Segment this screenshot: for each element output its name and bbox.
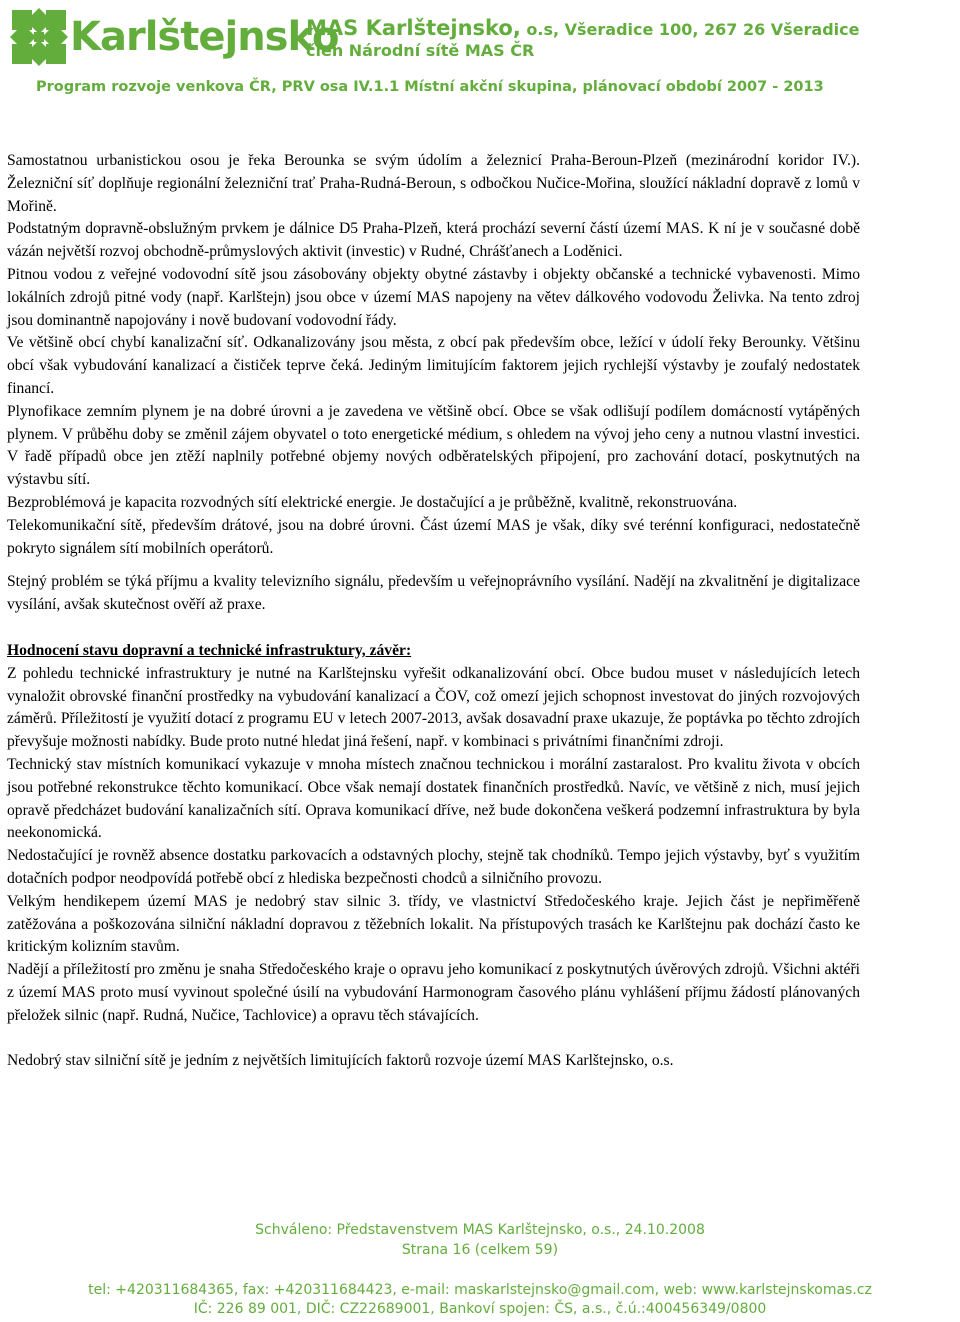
logo: [8, 6, 339, 68]
paragraph: Z pohledu technické infrastruktury je nutné na Karlštejnsku vyřešit odkanalizování obcí. Obce budou muset v následujících letech vynaložit obrovské finanční prostředky na vybudování kanalizací a ČOV, což omezí jejich schopnost investovat do jiných rozvojových záměrů. Příležitostí je využití dotací z programu EU v letech 2007-2013, avšak dosavadní praxe ukazuje, že poptávka po těchto zdrojích převyšuje možnosti nabídky. Bude proto nutné hledat jiná řešení, např. v kombinaci s privátními finančními zdroji.: [7, 664, 860, 751]
footer-approval: Schváleno: Představenstvem MAS Karlštejnsko, o.s., 24.10.2008: [255, 1222, 705, 1238]
paragraph: Plynofikace zemním plynem je na dobré úrovni a je zavedena ve většině obcí. Obce se však odlišují podílem domácností vytápěných plynem. V průběhu doby se změnil zájem obyvatel o toto energetické médium, s ohledem na vývoj jeho ceny a nutnou vlastní investici. V řadě případů obce jen ztěží naplnily potřebné objemy nových odběratelských připojení, pro zachování dotací, poskytnutých na výstavbu sítí.: [7, 402, 860, 489]
mas-address: o.s, Všeradice 100, 267 26 Všeradice: [520, 20, 860, 39]
paragraph: Pitnou vodou z veřejné vodovodní sítě jsou zásobovány objekty obytné zástavby i objekty občanské a technické vybavenosti. Mimo lokálních zdrojů pitné vody (např. Karlštejn) jsou obce v území MAS napojeny na větev dálkového vodovodu Želivka. Na tento zdroj jsou dominantně napojovány i nově budovaní vodovodní řády.: [7, 265, 860, 329]
cross-square-icon: [8, 6, 70, 68]
paragraph: Stejný problém se týká příjmu a kvality televizního signálu, především u veřejnoprávního vysílání. Nadějí na zkvalitnění je digitalizace vysílání, avšak skutečnost ověří až praxe.: [7, 573, 860, 614]
document-body: [7, 150, 860, 1073]
paragraph: Nedostačující je rovněž absence dostatku parkovacích a odstavných plochy, stejně tak chodníků. Tempo jejich výstavby, byť s využitím dotačních podpor neodpovídá potřebě obcí z hlediska bezpečnosti chodců a silničního provozu.: [7, 847, 860, 887]
paragraph: Podstatným dopravně-obslužným prvkem je dálnice D5 Praha-Plzeň, která prochází severní částí území MAS. K ní je v současné době vázán největší rozvoj obchodně-průmyslových aktivit (investic) v Rudné, Chrášťanech a Loděnici.: [7, 220, 860, 261]
section-heading: Hodnocení stavu dopravní a technické infrastruktury, závěr:: [7, 641, 412, 659]
program-line: Program rozvoje venkova ČR, PRV osa IV.1.1 Místní akční skupina, plánovací období 2007 - 2013: [36, 79, 824, 95]
paragraph: Technický stav místních komunikací vykazuje v mnoha místech značnou technickou i morální zastaralost. Pro kvalitu života v obcích jsou potřebné rekonstrukce těchto komunikací. Obce však nemají dostatek finančních prostředků. Navíc, ve většině z nich, musí jejich opravě předcházet budování kanalizačních sítí. Oprava komunikací dříve, než bude dokončena veškerá podzemní infrastruktura by byla neekonomická.: [7, 755, 860, 842]
footer-ids: IČ: 226 89 001, DIČ: CZ22689001, Bankoví spojen: ČS, a.s., č.ú.:400456349/0800: [193, 1301, 767, 1317]
page-header: [0, 0, 960, 112]
paragraph: Nadějí a příležitostí pro změnu je snaha Středočeského kraje o opravu jeho komunikací z poskytnutých úvěrových zdrojů. Všichni aktéři z území MAS proto musí vyvinout společné úsilí na vybudování Harmonogram časového plánu vyhlášení příjmu žádostí plánovaných přeložek silnic (např. Rudná, Nučice, Tachlovice) a opravu těch stávajících.: [7, 961, 860, 1024]
paragraph: Samostatnou urbanistickou osou je řeka Berounka se svým údolím a železnicí Praha-Beroun-Plzeň (mezinárodní koridor IV.). Železniční síť doplňuje regionální železniční trať Praha-Rudná-Beroun, s odbočkou Nučice-Mořina, sloužící nákladní dopravě z lomů v Mořině.: [7, 152, 860, 215]
mas-name: MAS Karlštejnsko,: [306, 16, 521, 40]
mas-title: [306, 16, 860, 40]
logo-text: Karlštejnsko: [70, 14, 339, 60]
paragraph: Telekomunikační sítě, především drátové, jsou na dobré úrovni. Část území MAS je však, díky své terénní konfiguraci, nedostatečně pokryto signálem sítí mobilních operátorů.: [7, 516, 860, 557]
paragraph: Ve většině obcí chybí kanalizační síť. Odkanalizovány jsou města, z obcí pak především obce, ležící v údolí řeky Berounky. Většinu obcí však vybudování kanalizací a čističek teprve čeká. Jediným limitujícím faktorem jejich rychlejší výstavby je zoufalý nedostatek financí.: [7, 334, 860, 397]
footer-page-number: Strana 16 (celkem 59): [401, 1242, 559, 1258]
mas-membership: člen Národní sítě MAS ČR: [306, 41, 535, 60]
paragraph: Velkým hendikepem území MAS je nedobrý stav silnic 3. třídy, ve vlastnictví Středočeského kraje. Jejich část je nepřiměřeně zatěžována a poškozována silniční nákladní dopravou z těžebních lokalit. Na přístupových trasách ke Karlštejnu pak dochází často ke kritickým kolizním stavům.: [7, 892, 860, 956]
paragraph: Nedobrý stav silniční sítě je jedním z největších limitujících faktorů rozvoje území MAS Karlštejnsko, o.s.: [7, 1052, 674, 1070]
paragraph: Bezproblémová je kapacita rozvodných sítí elektrické energie. Je dostačující a je průběžně, kvalitně, rekonstruována.: [7, 493, 738, 511]
footer-contact: tel: +420311684365, fax: +420311684423, e-mail: maskarlstejnsko@gmail.com, web: www.karlstejnskomas.cz: [88, 1282, 872, 1298]
